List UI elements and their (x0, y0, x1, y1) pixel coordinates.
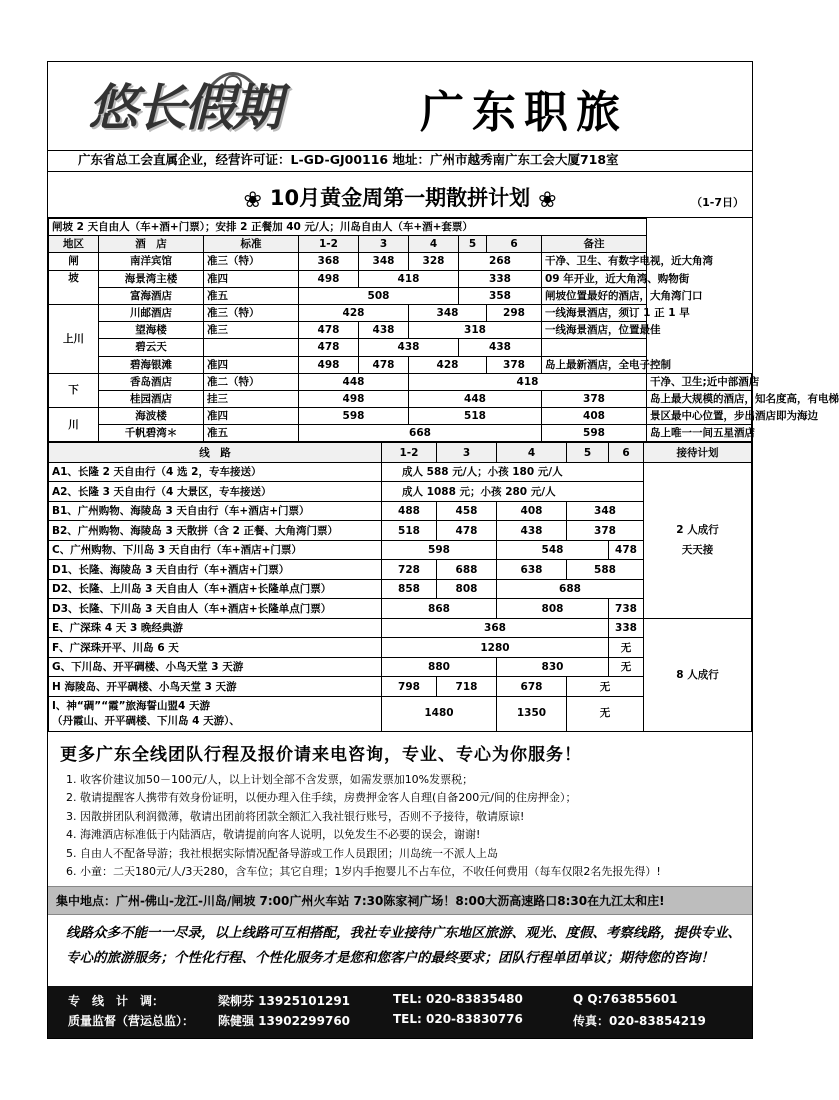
title-bar (48, 171, 752, 218)
cell: 338 (609, 618, 644, 638)
cell: 09 年开业，近大角湾、购物街 (542, 270, 647, 287)
route-name: D1、长隆、海陵岛 3 天自由行（车+酒店+门票） (49, 560, 382, 580)
cell: 438 (497, 521, 567, 541)
cell: 望海楼 (99, 322, 204, 339)
cell: 挂三 (204, 390, 299, 407)
cell: 358 (459, 287, 542, 304)
header-cell: 接待计划 (644, 443, 752, 463)
cell: 858 (382, 579, 437, 599)
cell: 闸坡位置最好的酒店，大角湾门口 (542, 287, 647, 304)
cell: 478 (359, 356, 409, 373)
cell: 1350 (497, 696, 567, 731)
cell: 海景湾主楼 (99, 270, 204, 287)
table-row (49, 390, 752, 407)
promo-line: 更多广东全线团队行程及报价请来电咨询，专业、专心为你服务！ (60, 744, 582, 765)
cell: 千帆碧湾＊ (99, 425, 204, 442)
route-name: B1、广州购物、海陵岛 3 天自由行（车+酒店+门票） (49, 501, 382, 521)
cell: 1280 (382, 638, 609, 658)
table-row (49, 618, 752, 638)
cell: 880 (382, 657, 497, 677)
contact-qq: Q Q:763855601 (573, 992, 678, 1006)
region-cell: 下 (49, 373, 99, 407)
cell: 准四 (204, 356, 299, 373)
contact-tel: TEL: 020-83830776 (393, 1012, 523, 1026)
cell: 478 (609, 540, 644, 560)
brand-name: 广东职旅 (420, 87, 628, 138)
cell: 348 (567, 501, 644, 521)
cell: 川邮酒店 (99, 304, 204, 321)
cell: 598 (382, 540, 497, 560)
cell: 798 (382, 677, 437, 697)
cell: 岛上唯一一间五星酒店 (647, 425, 752, 442)
cell: 无 (609, 657, 644, 677)
cell: 438 (359, 339, 459, 356)
cell: 438 (359, 322, 409, 339)
cell: 碧云天 (99, 339, 204, 356)
table-row (49, 236, 752, 253)
cell: 298 (487, 304, 542, 321)
reception-text: 2 人成行 (676, 524, 719, 537)
note-item: 1. 收客价建议加50－100元/人，以上计划全部不含发票，如需发票加10%发票税； (66, 772, 474, 786)
table-row (49, 219, 752, 236)
cell: 无 (567, 696, 644, 731)
cell (542, 339, 647, 356)
table-row (49, 356, 752, 373)
cell: 干净、卫生;近中部酒店 (647, 373, 752, 390)
cell: 无 (609, 638, 644, 658)
contact-row (68, 992, 742, 1012)
cell: 一线海景酒店，须订 1 正 1 早 (542, 304, 647, 321)
header-cell: 标准 (204, 236, 299, 253)
cell: 348 (359, 253, 409, 270)
cell: 338 (459, 270, 542, 287)
header (48, 62, 752, 151)
route-name: A1、长隆 2 天自由行（4 选 2，专车接送） (49, 462, 382, 482)
note-item: 5. 自由人不配备导游；我社根据实际情况配备导游或工作人员跟团；川岛统一不派人上岛 (66, 846, 498, 860)
cell: 无 (567, 677, 644, 697)
cell: 景区最中心位置，步出酒店即为海边 (647, 408, 752, 425)
cell: 738 (609, 599, 644, 619)
contact-phone: 梁柳芬 13925101291 (218, 994, 351, 1008)
cell: 728 (382, 560, 437, 580)
cell: 668 (299, 425, 542, 442)
note-item: 4. 海滩酒店标准低于内陆酒店，敬请提前向客人说明，以免发生不必要的误会，谢谢! (66, 828, 481, 842)
contact-row (68, 1012, 742, 1032)
gathering-point: 集中地点：广州-佛山-龙江-川岛/闸坡 7:00广州火车站 7:30陈家祠广场！8:00大沥高速路口8:30在九江太和庄! (48, 886, 752, 915)
header-cell: 4 (497, 443, 567, 463)
reception-text: 8 人成行 (676, 668, 719, 681)
table-row (49, 373, 752, 390)
table-row (49, 339, 752, 356)
cell: 678 (497, 677, 567, 697)
cell (204, 339, 299, 356)
cell: 638 (497, 560, 567, 580)
header-cell: 5 (459, 236, 487, 253)
cell: 688 (437, 560, 497, 580)
contact-label: 专 线 计 调： (68, 994, 165, 1008)
cell: 418 (409, 373, 647, 390)
header-cell: 4 (409, 236, 459, 253)
route-name: F、广深珠开平、川岛 6 天 (49, 638, 382, 658)
route-name: A2、长隆 3 天自由行（4 大景区，专车接送） (49, 482, 382, 502)
region-cell: 川 (49, 408, 99, 442)
cell: 508 (299, 287, 459, 304)
header-cell: 酒 店 (99, 236, 204, 253)
cell: 588 (567, 560, 644, 580)
flower-icon: ❀ (243, 188, 262, 213)
cell: 428 (299, 304, 409, 321)
region-cell: 闸 (49, 253, 99, 270)
cell: 南洋宾馆 (99, 253, 204, 270)
notes-list (48, 769, 752, 882)
cell: 448 (299, 373, 409, 390)
cell: 准三（特） (204, 253, 299, 270)
route-name: E、广深珠 4 天 3 晚经典游 (49, 618, 382, 638)
route-name: B2、广州购物、海陵岛 3 天散拼（含 2 正餐、大角湾门票） (49, 521, 382, 541)
region-cell: 上川 (49, 304, 99, 373)
contact-fax: 传真：020-83854219 (573, 1014, 706, 1028)
header-cell: 6 (609, 443, 644, 463)
header-cell: 1-2 (382, 443, 437, 463)
cell: 438 (459, 339, 542, 356)
cell: 准三（特） (204, 304, 299, 321)
cell: 岛上最大规模的酒店，知名度高，有电梯 (647, 390, 752, 407)
cell: 808 (437, 579, 497, 599)
route-name (49, 696, 382, 731)
cell: 498 (299, 356, 359, 373)
route-table (48, 442, 752, 732)
header-cell: 3 (437, 443, 497, 463)
cell: 830 (497, 657, 609, 677)
table-row (49, 462, 752, 482)
cell: 368 (382, 618, 609, 638)
note-item: 6. 小童：二天180元/人/3天280，含车位；其它自理；1岁内手抱婴儿不占车位，不收任何费用（每车仅限2名先报先得）! (66, 865, 661, 879)
cell: 378 (542, 390, 647, 407)
cell: 408 (497, 501, 567, 521)
cell: 488 (382, 501, 437, 521)
cell: 海波楼 (99, 408, 204, 425)
cell: 准二（特） (204, 373, 299, 390)
cell: 328 (409, 253, 459, 270)
note-item: 3. 因散拼团队利润微薄，敬请出团前将团款全额汇入我社银行账号，否则不予接待，敬请原谅! (66, 809, 525, 823)
cell: 准五 (204, 425, 299, 442)
cell: 岛上最新酒店，全电子控制 (542, 356, 647, 373)
cell: 富海酒店 (99, 287, 204, 304)
table-row (49, 425, 752, 442)
cell: 408 (542, 408, 647, 425)
flyer-frame (47, 61, 839, 1039)
address-line: 广东省总工会直属企业，经营许可证：L-GD-GJ00116 地址：广州市越秀南广东工会大厦718室 (78, 152, 619, 167)
slogan (48, 915, 752, 975)
header-cell: 6 (487, 236, 542, 253)
cell: 318 (409, 322, 542, 339)
slogan-line: 线路众多不能一一尽录，以上线路可互相搭配，我社专业接待广东地区旅游、观光、度假、考察线路，提供专业、 (66, 924, 741, 941)
route-name: C、广州购物、下川岛 3 天自由行（车+酒店+门票） (49, 540, 382, 560)
cell: 478 (437, 521, 497, 541)
contact-label: 质量监督（营运总监）： (68, 1014, 195, 1028)
table-row (49, 408, 752, 425)
table-row (49, 304, 752, 321)
plan-dates: （1-7日） (691, 196, 744, 209)
slogan-line: 专心的旅游服务；个性化行程、个性化服务才是您和您客户的最终要求；团队行程单团单议；期待您的咨询！ (66, 949, 714, 966)
cell: 干净、卫生、有数字电视，近大角湾 (542, 253, 647, 270)
cell: 348 (409, 304, 487, 321)
reception-cell (644, 462, 752, 618)
cell: 1480 (382, 696, 497, 731)
header-cell: 线 路 (49, 443, 382, 463)
cell: 418 (359, 270, 459, 287)
cell: 碧海银滩 (99, 356, 204, 373)
route-name: D3、长隆、下川岛 3 天自由人（车+酒店+长隆单点门票） (49, 599, 382, 619)
header-cell: 3 (359, 236, 409, 253)
cell: 准五 (204, 287, 299, 304)
reception-cell (644, 618, 752, 731)
route-name-line: I、神“碉”“霞”旅海誓山盟4 天游 (52, 699, 210, 712)
header-cell: 地区 (49, 236, 99, 253)
cell: 准四 (204, 270, 299, 287)
cell: 成人 588 元/人；小孩 180 元/人 (382, 462, 644, 482)
cell: 268 (459, 253, 542, 270)
reception-text: 天天接 (681, 544, 714, 557)
cell: 548 (497, 540, 609, 560)
route-name: G、下川岛、开平碉楼、小鸟天堂 3 天游 (49, 657, 382, 677)
cell: 一线海景酒店，位置最佳 (542, 322, 647, 339)
table-row (49, 287, 752, 304)
cell: 准三 (204, 322, 299, 339)
cell: 718 (437, 677, 497, 697)
flower-icon: ❀ (538, 188, 557, 213)
hotel-note: 闸坡 2 天自由人（车+酒+门票）；安排 2 正餐加 40 元/人；川岛自由人（车+酒+套票） (49, 219, 647, 236)
cell: 368 (299, 253, 359, 270)
contact-footer (48, 986, 752, 1038)
cell: 准四 (204, 408, 299, 425)
table-row (49, 443, 752, 463)
cell: 498 (299, 390, 409, 407)
region-cell: 坡 (49, 270, 99, 304)
plan-title-text: 10月黄金周第一期散拼计划 (269, 186, 531, 210)
cell: 378 (487, 356, 542, 373)
cell: 458 (437, 501, 497, 521)
cell: 498 (299, 270, 359, 287)
route-name: H 海陵岛、开平碉楼、小鸟天堂 3 天游 (49, 677, 382, 697)
cell: 成人 1088 元；小孩 280 元/人 (382, 482, 644, 502)
logo-text: 悠长假期 (88, 78, 280, 137)
hotel-table (48, 218, 839, 442)
cell: 桂园酒店 (99, 390, 204, 407)
cell: 518 (382, 521, 437, 541)
cell: 868 (382, 599, 497, 619)
cell: 478 (299, 322, 359, 339)
cell: 598 (542, 425, 647, 442)
cell: 518 (409, 408, 542, 425)
cell: 598 (299, 408, 409, 425)
contact-tel: TEL: 020-83835480 (393, 992, 523, 1006)
note-item: 2. 敬请提醒客人携带有效身份证明，以便办理入住手续，房费押金客人自理(自备200元/间的住房押金）； (66, 791, 577, 805)
contact-phone: 陈健强 13902299760 (218, 1014, 351, 1028)
table-row (49, 253, 752, 270)
route-name-line: （丹霞山、开平碉楼、下川岛 4 天游）、 (52, 714, 240, 727)
header-cell: 1-2 (299, 236, 359, 253)
plan-title (48, 182, 752, 213)
header-cell: 5 (567, 443, 609, 463)
route-name: D2、长隆、上川岛 3 天自由人（车+酒店+长隆单点门票） (49, 579, 382, 599)
cell: 808 (497, 599, 609, 619)
header-cell: 备注 (542, 236, 647, 253)
cell: 448 (409, 390, 542, 407)
cell: 688 (497, 579, 644, 599)
table-row (49, 322, 752, 339)
cell: 378 (567, 521, 644, 541)
cell: 478 (299, 339, 359, 356)
cell: 香岛酒店 (99, 373, 204, 390)
table-row (49, 270, 752, 287)
cell: 428 (409, 356, 487, 373)
